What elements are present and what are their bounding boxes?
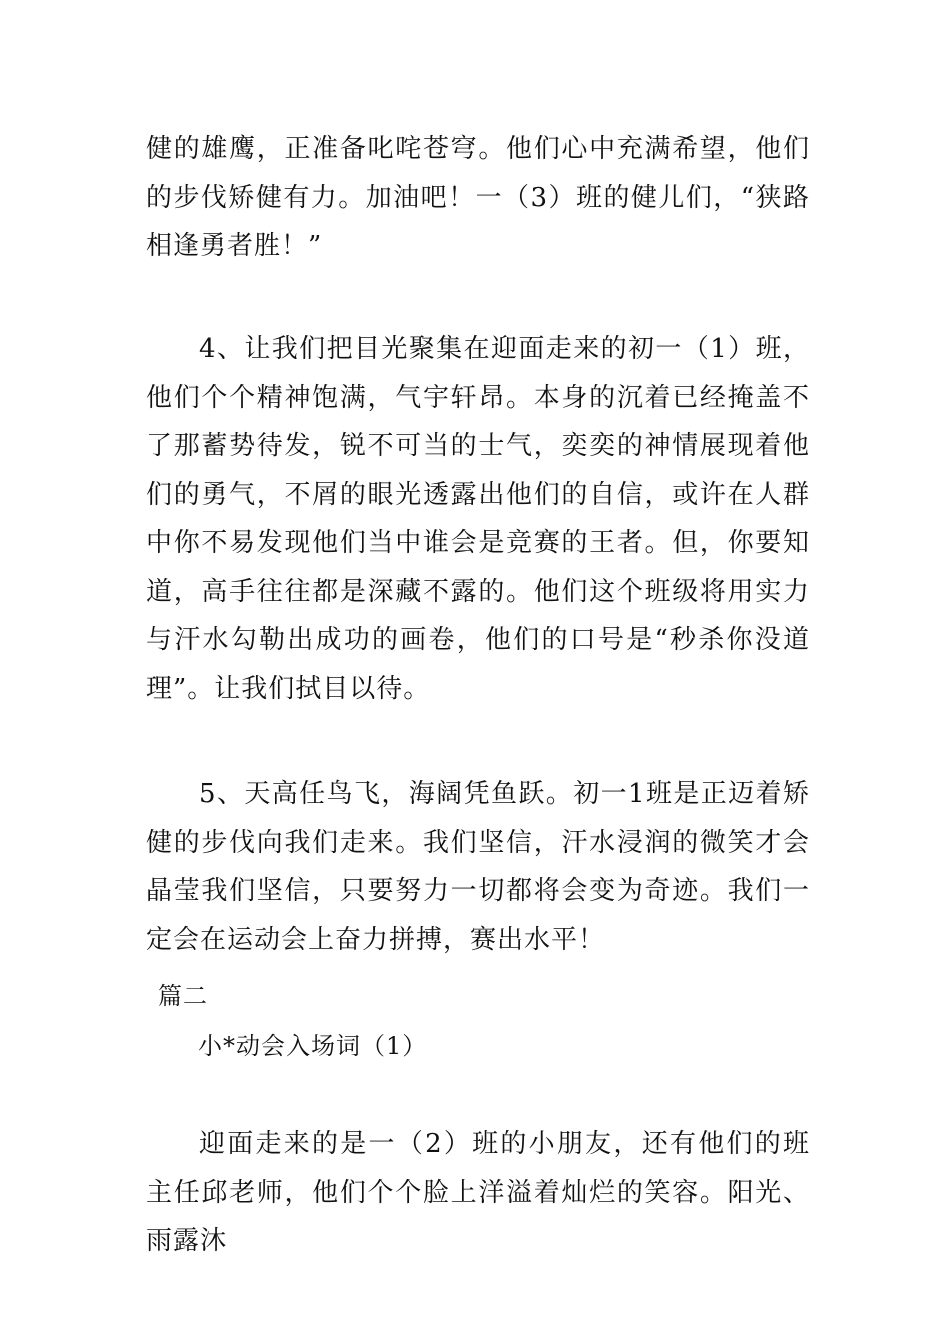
paragraph-item-4: 4、让我们把目光聚集在迎面走来的初一（1）班，他们个个精神饱满，气宇轩昂。本身的沉着已经掩盖不了那蓄势待发，锐不可当的士气，奕奕的神情展现着他们的勇气，不屑的眼光透露出他们的自信，或许在人群中你不易发现他们当中谁会是竞赛的王者。但，你要知道，高手往往都是深藏不露的。他们这个班级将用实力与汗水勾勒出成功的画卷，他们的口号是“秒杀你没道理”。让我们拭目以待。 <box>146 334 810 704</box>
section-label: 篇二 <box>158 982 208 1010</box>
paragraph-item-5: 5、天高任鸟飞，海阔凭鱼跃。初一1班是正迈着矫健的步伐向我们走来。我们坚信，汗水浸润的微笑才会晶莹我们坚信，只要努力一切都将会变为奇迹。我们一定会在运动会上奋力拼搏，赛出水平！ <box>146 779 810 955</box>
section-title: 小*动会入场词（1） <box>198 1032 428 1060</box>
paragraph-class-2: 迎面走来的是一（2）班的小朋友，还有他们的班主任邱老师，他们个个脸上洋溢着灿烂的笑容。阳光、雨露沐 <box>146 1129 810 1256</box>
paragraph-continuation: 健的雄鹰，正准备叱咤苍穹。他们心中充满希望，他们的步伐矫健有力。加油吧！一（3）班的健儿们，“狭路相逢勇者胜！” <box>146 134 810 261</box>
